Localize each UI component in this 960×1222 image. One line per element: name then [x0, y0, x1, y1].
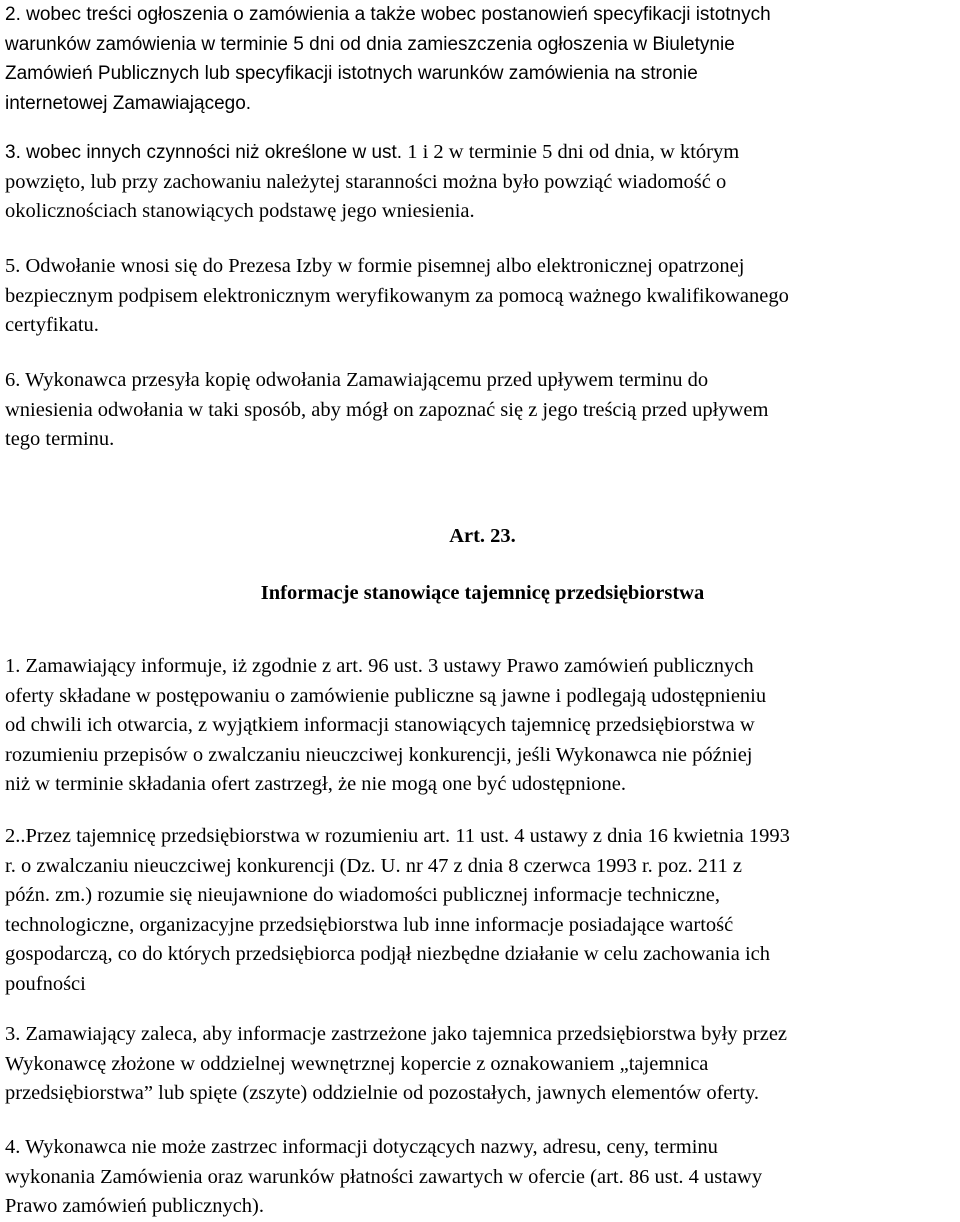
section-2: 2..Przez tajemnicę przedsiębiorstwa w rozumieniu art. 11 ust. 4 ustawy z dnia 16 kwietnia 1993 r. o zwalczaniu nieuczciwej konkurencji (Dz. U. nr 47 z dnia 8 czerwca 1993 r. poz. 211 z późn. zm.) rozumie się nieujawnione do wiadomości publicznej informacje techniczne, technologiczne, organizacyjne przedsiębiorstwa lub inne informacje posiadające wartość gospodarczą, co do których przedsiębiorca podjął niezbędne działanie w celu zachowania ich poufności	[5, 825, 790, 995]
paragraph-item-5-text: Odwołanie wnosi się do Prezesa Izby w formie pisemnej albo elektronicznej opatrzonej bezpiecznym podpisem elektronicznym weryfikowanym za pomocą ważnego kwalifikowanego certyfikatu.	[5, 255, 789, 336]
article-title: Informacje stanowiące tajemnicę przedsiębiorstwa	[260, 582, 705, 604]
article-number: Art. 23.	[449, 525, 516, 547]
paragraph-item-6-text: Wykonawca przesyła kopię odwołania Zamawiającemu przed upływem terminu do wniesienia odwołania w taki sposób, aby mógł on zapoznać się z jego treścią przed upływem tego terminu.	[5, 369, 769, 450]
paragraph-item-5-number: 5.	[5, 255, 21, 277]
paragraph-item-5	[5, 252, 789, 341]
paragraph-item-2: 2. wobec treści ogłoszenia o zamówienia a także wobec postanowień specyfikacji istotnych warunków zamówienia w terminie 5 dni od dnia zamieszczenia ogłoszenia w Biuletynie Zamówień Publicznych lub specyfikacji istotnych warunków zamówienia na stronie internetowej Zamawiającego.	[5, 4, 771, 114]
section-3: 3. Zamawiający zaleca, aby informacje zastrzeżone jako tajemnica przedsiębiorstwa były przez Wykonawcę złożone w oddzielnej wewnętrznej kopercie z oznakowaniem „tajemnica przedsiębiorstwa” lub spięte (zszyte) oddzielnie od pozostałych, jawnych elementów oferty.	[5, 1023, 788, 1104]
paragraph-item-3-rest: 1 i 2 w terminie 5 dni od dnia, w którym powzięto, lub przy zachowaniu należytej staranności można było powziąć wiadomość o okolicznościach stanowiących podstawę jego wniesienia.	[5, 141, 740, 222]
paragraph-item-3-lead: 3. wobec innych czynności niż określone w ust.	[5, 142, 403, 163]
section-4: 4. Wykonawca nie może zastrzec informacji dotyczących nazwy, adresu, ceny, terminu wykonania Zamówienia oraz warunków płatności zawartych w ofercie (art. 86 ust. 4 ustawy Prawo zamówień publicznych).	[5, 1136, 763, 1217]
paragraph-item-6	[5, 366, 768, 455]
section-1: 1. Zamawiający informuje, iż zgodnie z art. 96 ust. 3 ustawy Prawo zamówień publicznych oferty składane w postępowaniu o zamówienie publiczne są jawne i podlegają udostępnieniu od chwili ich otwarcia, z wyjątkiem informacji stanowiących tajemnicę przedsiębiorstwa w rozumieniu przepisów o zwalczaniu nieuczciwej konkurencji, jeśli Wykonawca nie później niż w terminie składania ofert zastrzegł, że nie mogą one być udostępnione.	[5, 655, 767, 795]
paragraph-item-6-number: 6.	[5, 369, 21, 391]
paragraph-item-3	[5, 138, 739, 227]
